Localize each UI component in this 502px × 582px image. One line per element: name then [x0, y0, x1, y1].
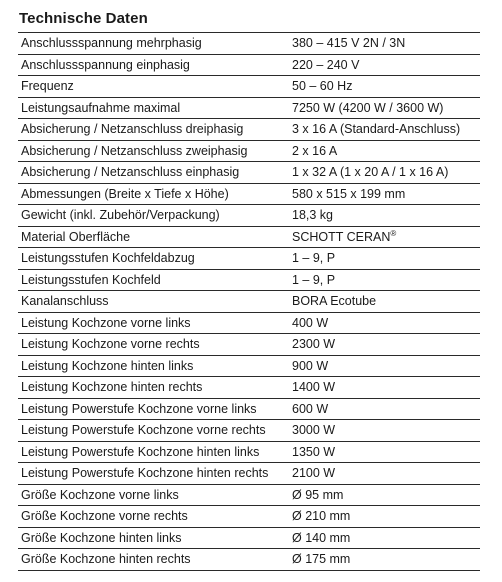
spec-value-text: 1350 W — [292, 444, 336, 459]
spec-value-text: 380 – 415 V 2N / 3N — [292, 36, 406, 50]
table-row — [18, 442, 480, 464]
spec-label: Kanalanschluss — [21, 294, 109, 308]
table-row — [18, 506, 480, 528]
spec-value-text: Ø 175 mm — [292, 552, 351, 566]
spec-label: Gewicht (inkl. Zubehör/Verpackung) — [21, 208, 220, 222]
spec-label: Anschlussspannung einphasig — [21, 57, 190, 72]
spec-value-text: 900 W — [292, 358, 329, 373]
table-row — [18, 33, 480, 55]
spec-label: Leistung Powerstufe Kochzone vorne rechts — [21, 423, 266, 437]
spec-value — [288, 227, 480, 248]
table-row — [18, 485, 480, 507]
spec-value-text: 1 – 9, P — [292, 251, 336, 265]
spec-label: Leistung Powerstufe Kochzone hinten links — [21, 444, 260, 459]
spec-label: Größe Kochzone hinten rechts — [21, 552, 191, 566]
spec-value-text: 7250 W (4200 W / 3600 W) — [292, 100, 444, 115]
spec-value-text: 580 x 515 x 199 mm — [292, 186, 406, 201]
spec-value — [288, 205, 480, 226]
spec-value — [288, 463, 480, 484]
spec-value-text: 3000 W — [292, 423, 336, 437]
spec-value — [288, 291, 480, 312]
spec-value — [288, 528, 480, 549]
spec-value — [288, 549, 480, 570]
table-row — [18, 528, 480, 550]
table-row — [18, 248, 480, 270]
spec-label: Leistung Powerstufe Kochzone hinten rechts — [21, 466, 269, 480]
table-row — [18, 119, 480, 141]
spec-value — [288, 119, 480, 140]
spec-value — [288, 76, 480, 97]
spec-label: Leistung Kochzone vorne rechts — [21, 337, 200, 351]
table-row — [18, 98, 480, 120]
table-row — [18, 334, 480, 356]
spec-value-text: 1 x 32 A (1 x 20 A / 1 x 16 A) — [292, 165, 449, 179]
spec-label: Leistung Kochzone vorne links — [21, 315, 191, 330]
spec-value — [288, 33, 480, 54]
table-row — [18, 356, 480, 378]
spec-value-text: 2300 W — [292, 337, 336, 351]
spec-value-text: 3 x 16 A (Standard-Anschluss) — [292, 122, 461, 136]
spec-value-text: 600 W — [292, 401, 329, 416]
table-row — [18, 377, 480, 399]
table-row — [18, 399, 480, 421]
table-row — [18, 313, 480, 335]
spec-table — [18, 32, 480, 571]
spec-label: Material Oberfläche — [21, 229, 131, 244]
spec-label: Absicherung / Netzanschluss dreiphasig — [21, 122, 244, 136]
spec-label: Leistungsstufen Kochfeld — [21, 272, 161, 287]
spec-value — [288, 55, 480, 76]
spec-label: Abmessungen (Breite x Tiefe x Höhe) — [21, 186, 229, 201]
spec-value-text: 2100 W — [292, 466, 336, 480]
spec-value-text: 50 – 60 Hz — [292, 79, 353, 93]
spec-value-text: 400 W — [292, 315, 329, 330]
spec-value — [288, 399, 480, 420]
spec-value — [288, 162, 480, 183]
registered-mark: ® — [390, 228, 397, 238]
spec-value — [288, 270, 480, 291]
spec-value-text: SCHOTT CERAN — [292, 229, 391, 244]
spec-value — [288, 442, 480, 463]
table-row — [18, 205, 480, 227]
table-row — [18, 162, 480, 184]
spec-value — [288, 313, 480, 334]
spec-value — [288, 485, 480, 506]
spec-value-text: Ø 95 mm — [292, 487, 344, 502]
spec-label: Größe Kochzone vorne links — [21, 487, 179, 502]
page-title: Technische Daten — [19, 10, 148, 27]
spec-label: Leistung Kochzone hinten links — [21, 358, 194, 373]
spec-label: Frequenz — [21, 79, 74, 93]
spec-label: Größe Kochzone vorne rechts — [21, 509, 188, 523]
spec-value — [288, 377, 480, 398]
spec-value — [288, 356, 480, 377]
spec-value-text: Ø 210 mm — [292, 509, 351, 523]
table-row — [18, 549, 480, 571]
table-row — [18, 420, 480, 442]
spec-value-text: 18,3 kg — [292, 208, 334, 222]
spec-label: Absicherung / Netzanschluss zweiphasig — [21, 143, 248, 158]
spec-value-text: 2 x 16 A — [292, 143, 338, 158]
table-row — [18, 55, 480, 77]
table-row — [18, 463, 480, 485]
spec-value-text: BORA Ecotube — [292, 294, 377, 308]
spec-value — [288, 506, 480, 527]
spec-label: Leistung Kochzone hinten rechts — [21, 380, 203, 394]
spec-value — [288, 420, 480, 441]
table-row — [18, 291, 480, 313]
spec-value — [288, 184, 480, 205]
spec-value — [288, 98, 480, 119]
spec-label: Größe Kochzone hinten links — [21, 530, 182, 545]
spec-label: Leistungsaufnahme maximal — [21, 100, 181, 115]
spec-label: Leistung Powerstufe Kochzone vorne links — [21, 401, 257, 416]
spec-value — [288, 334, 480, 355]
table-row — [18, 141, 480, 163]
spec-value-text: Ø 140 mm — [292, 530, 351, 545]
spec-value-text: 1400 W — [292, 380, 336, 394]
spec-label: Anschlussspannung mehrphasig — [21, 36, 202, 50]
spec-value — [288, 141, 480, 162]
spec-value-text: 220 – 240 V — [292, 57, 360, 72]
spec-label: Absicherung / Netzanschluss einphasig — [21, 165, 240, 179]
table-row — [18, 76, 480, 98]
spec-label: Leistungsstufen Kochfeldabzug — [21, 251, 195, 265]
table-row — [18, 270, 480, 292]
table-row — [18, 184, 480, 206]
table-row — [18, 227, 480, 249]
spec-value — [288, 248, 480, 269]
spec-value-text: 1 – 9, P — [292, 272, 336, 287]
